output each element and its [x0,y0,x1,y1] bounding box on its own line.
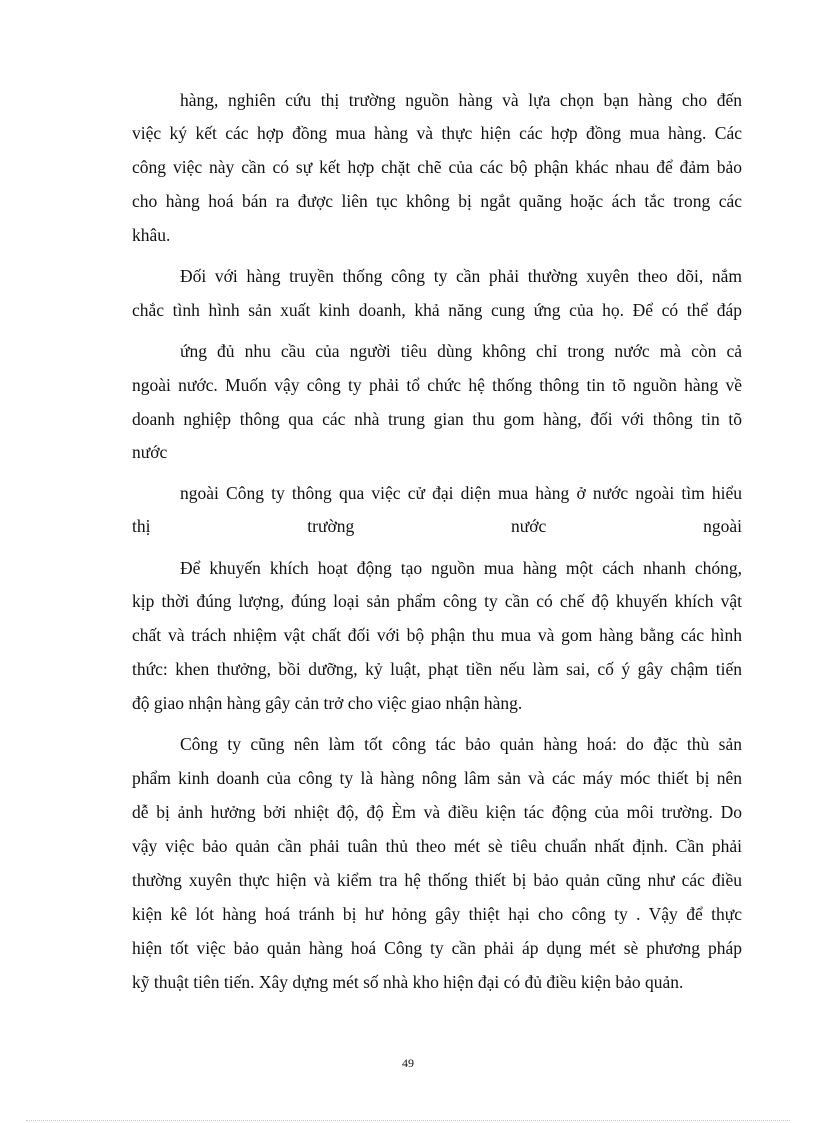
text-line: vậy việc bảo quản cần phải tuân thủ theo mét sè tiêu chuẩn nhất định. Cần phải [132,836,742,856]
text-line: ứng đủ nhu cầu của người tiêu dùng không chỉ trong nước mà còn cả [180,341,742,361]
text-line: thức: khen thưởng, bồi dưỡng, kỷ luật, phạt tiền nếu làm sai, cố ý gây chậm tiến [132,659,742,679]
text-line: việc ký kết các hợp đồng mua hàng và thực hiện các hợp đồng mua hàng. Các [132,123,742,143]
text-line: ngoài nước. Muốn vậy công ty phải tổ chức hệ thống thông tin tõ nguồn hàng về [132,375,742,395]
text-line: hiện tốt việc bảo quản hàng hoá Công ty cần phải áp dụng mét sè phương pháp [132,938,742,958]
text-line: kỹ thuật tiên tiến. Xây dựng mét số nhà kho hiện đại có đủ điều kiện bảo quản. [132,972,684,992]
text-line: kiện kê lót hàng hoá tránh bị hư hỏng gây thiệt hại cho công ty . Vậy để thực [132,904,742,924]
text-line: thị trường nước ngoài [132,516,742,536]
page-number: 49 [402,1056,414,1070]
text-line: hàng, nghiên cứu thị trường nguồn hàng và lựa chọn bạn hàng cho đến [180,90,742,110]
text-line: nước [132,442,168,462]
text-line: công việc này cần có sự kết hợp chặt chẽ của các bộ phận khác nhau để đảm bảo [132,157,742,177]
text-line: cho hàng hoá bán ra được liên tục không bị ngắt quãng hoặc ách tắc trong các [132,191,742,211]
text-line: dễ bị ảnh hưởng bởi nhiệt độ, độ Èm và điều kiện tác động của môi trường. Do [132,802,742,822]
text-line: độ giao nhận hàng gây cản trở cho việc giao nhận hàng. [132,693,523,713]
text-line: chắc tình hình sản xuất kinh doanh, khả năng cung ứng của họ. Để có thể đáp [132,300,742,320]
text-line: Để khuyến khích hoạt động tạo nguồn mua hàng một cách nhanh chóng, [180,558,742,578]
text-line: doanh nghiệp thông qua các nhà trung gian thu gom hàng, đối với thông tin tõ [132,409,742,429]
text-line: phẩm kinh doanh của công ty là hàng nông lâm sản và các máy móc thiết bị nên [132,768,742,788]
text-line: thường xuyên thực hiện và kiểm tra hệ thống thiết bị bảo quản cũng như các điều [132,870,742,890]
footer-divider [26,1120,790,1121]
text-line: ngoài Công ty thông qua việc cử đại diện mua hàng ở nước ngoài tìm hiểu [180,483,742,503]
text-line: kịp thời đúng lượng, đúng loại sản phẩm công ty cần có chế độ khuyến khích vật [132,591,742,611]
text-line: chất và trách nhiệm vật chất đối với bộ phận thu mua và gom hàng bằng các hình [132,625,742,645]
text-line: khâu. [132,225,171,245]
text-line: Công ty cũng nên làm tốt công tác bảo quản hàng hoá: do đặc thù sản [180,734,742,754]
text-line: Đối với hàng truyền thống công ty cần phải thường xuyên theo dõi, nắm [180,266,742,286]
